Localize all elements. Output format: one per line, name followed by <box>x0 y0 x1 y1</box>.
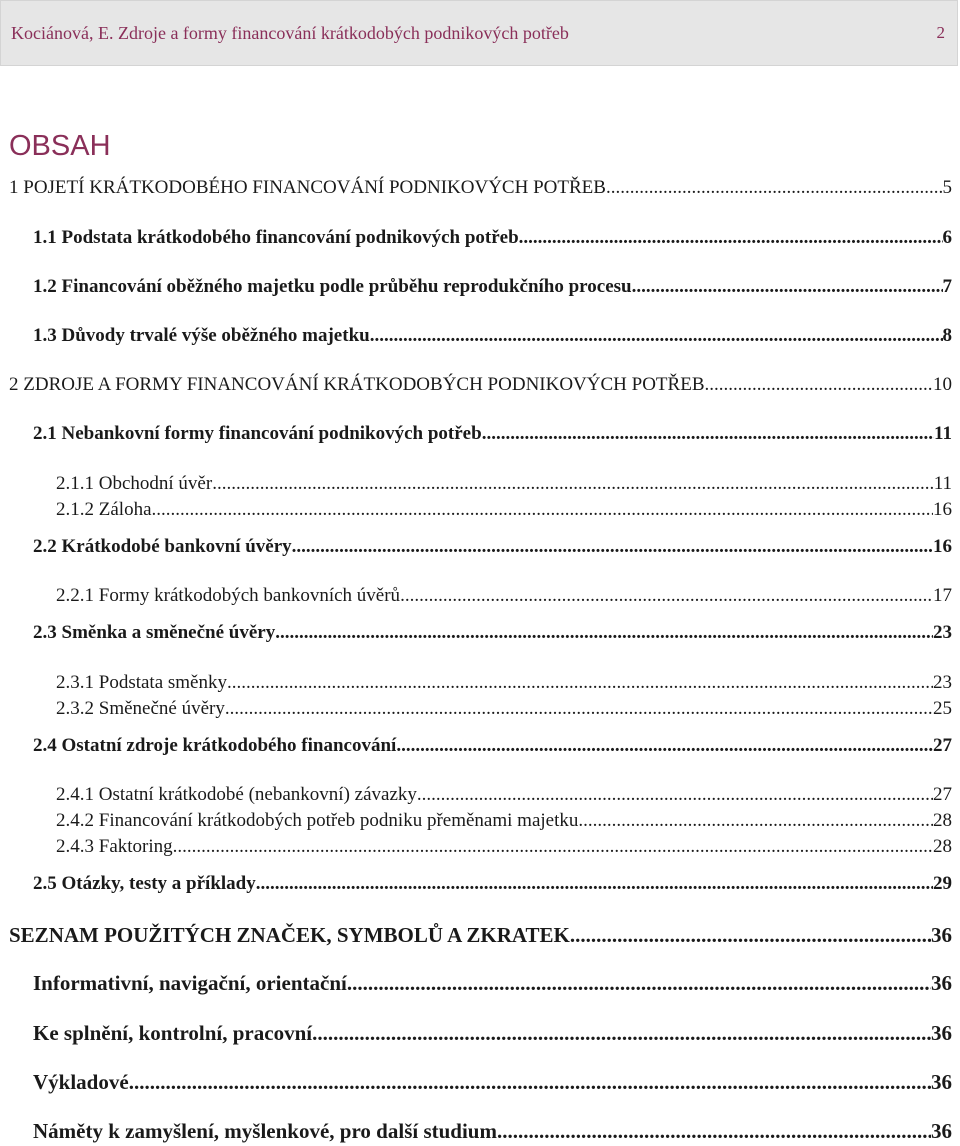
toc-entry-page: 11 <box>933 473 952 494</box>
toc-entry-label: 2.4.2 Financování krátkodobých potřeb podniku přeměnami majetku <box>56 810 579 831</box>
header-page-number: 2 <box>936 23 945 42</box>
toc-entry-label: 1 POJETÍ KRÁTKODOBÉHO FINANCOVÁNÍ PODNIKOVÝCH POTŘEB <box>9 177 606 198</box>
toc-entry-page: 23 <box>933 672 952 693</box>
toc-leader-dots <box>173 837 933 858</box>
toc-entry-2-1-2[interactable] <box>56 500 952 521</box>
toc-entry-2-5[interactable] <box>33 874 952 895</box>
toc-entry-page: 5 <box>942 177 952 198</box>
toc-entry-label: 2.3.2 Směnečné úvěry <box>56 698 225 719</box>
toc-entry-2-2[interactable] <box>33 537 952 558</box>
toc-leader-dots <box>275 623 933 644</box>
toc-entry-page: 25 <box>933 698 952 719</box>
toc-leader-dots <box>497 1120 931 1143</box>
toc-entry-ke-splneni[interactable] <box>33 1022 952 1045</box>
toc-leader-dots <box>129 1071 931 1094</box>
toc-entry-label: Ke splnění, kontrolní, pracovní <box>33 1021 313 1045</box>
toc-leader-dots <box>312 1022 931 1045</box>
toc-entry-2-4-3[interactable] <box>56 837 952 858</box>
toc-entry-vykladove[interactable] <box>33 1071 952 1094</box>
toc-entry-page: 36 <box>931 1070 952 1094</box>
toc-entry-page: 36 <box>931 1021 952 1045</box>
toc-leader-dots <box>227 673 933 694</box>
toc-entry-2-4-1[interactable] <box>56 785 952 806</box>
toc-entry-page: 8 <box>942 325 952 346</box>
toc-entry-2-4[interactable] <box>33 736 952 757</box>
toc-entry-label: 2.1.2 Záloha <box>56 499 152 520</box>
toc-entry-label: 2.3 Směnka a směnečné úvěry <box>33 622 276 643</box>
toc-entry-2-3[interactable] <box>33 623 952 644</box>
toc-entry-label: 2.1 Nebankovní formy financování podnikových potřeb <box>33 423 482 444</box>
toc-entry-2-3-2[interactable] <box>56 699 952 720</box>
toc-entry-label: 2.1.1 Obchodní úvěr <box>56 473 213 494</box>
toc-entry-chapter-1[interactable] <box>9 178 952 199</box>
toc-leader-dots <box>632 277 943 298</box>
toc-leader-dots <box>347 972 931 995</box>
page-header <box>0 0 958 66</box>
toc-entry-label: 1.1 Podstata krátkodobého financování podnikových potřeb <box>33 227 519 248</box>
toc-entry-label: 2.4.1 Ostatní krátkodobé (nebankovní) závazky <box>56 784 417 805</box>
toc-entry-chapter-2[interactable] <box>9 375 952 396</box>
header-title: Kociánová, E. Zdroje a formy financování krátkodobých podnikových potřeb <box>11 23 569 43</box>
toc-leader-dots <box>396 736 933 757</box>
toc-entry-label: SEZNAM POUŽITÝCH ZNAČEK, SYMBOLŮ A ZKRATEK <box>9 923 570 947</box>
toc-entry-1-3[interactable] <box>33 326 952 347</box>
toc-entry-label: 2.4 Ostatní zdroje krátkodobého financování <box>33 735 397 756</box>
toc-entry-label: 2.2 Krátkodobé bankovní úvěry <box>33 536 292 557</box>
toc-entry-label: 2.2.1 Formy krátkodobých bankovních úvěrů <box>56 585 401 606</box>
toc-leader-dots <box>370 326 943 347</box>
toc-entry-2-2-1[interactable] <box>56 586 952 607</box>
toc-entry-page: 6 <box>942 227 952 248</box>
toc-leader-dots <box>256 874 933 895</box>
toc-entry-2-3-1[interactable] <box>56 673 952 694</box>
toc-entry-label: 2.5 Otázky, testy a příklady <box>33 873 256 894</box>
toc-entry-page: 16 <box>933 499 952 520</box>
toc-entry-namety[interactable] <box>33 1120 952 1143</box>
toc-heading: OBSAH <box>9 130 111 162</box>
toc-leader-dots <box>417 785 933 806</box>
toc-entry-page: 23 <box>933 622 952 643</box>
toc-entry-2-4-2[interactable] <box>56 811 952 832</box>
toc-entry-page: 17 <box>933 585 952 606</box>
toc-entry-label: Výkladové <box>33 1070 129 1094</box>
toc-entry-2-1[interactable] <box>33 424 952 445</box>
toc-leader-dots <box>152 500 933 521</box>
toc-entry-page: 11 <box>934 423 952 444</box>
toc-entry-page: 36 <box>931 923 952 947</box>
toc-entry-informativni[interactable] <box>33 972 952 995</box>
toc-leader-dots <box>570 924 931 947</box>
toc-leader-dots <box>705 375 934 396</box>
toc-leader-dots <box>578 811 933 832</box>
toc-leader-dots <box>292 537 933 558</box>
toc-entry-page: 16 <box>933 536 952 557</box>
toc-entry-2-1-1[interactable] <box>56 474 952 495</box>
toc-entry-label: Informativní, navigační, orientační <box>33 971 347 995</box>
toc-leader-dots <box>400 586 933 607</box>
toc-entry-page: 27 <box>933 735 952 756</box>
toc-entry-page: 28 <box>933 810 952 831</box>
toc-entry-1-1[interactable] <box>33 228 952 249</box>
toc-entry-page: 7 <box>942 276 952 297</box>
toc-entry-label: 2 ZDROJE A FORMY FINANCOVÁNÍ KRÁTKODOBÝCH PODNIKOVÝCH POTŘEB <box>9 374 705 395</box>
toc-entry-page: 27 <box>933 784 952 805</box>
toc-leader-dots <box>212 474 934 495</box>
toc-leader-dots <box>519 228 943 249</box>
toc-leader-dots <box>225 699 933 720</box>
toc-entry-page: 36 <box>931 971 952 995</box>
toc-leader-dots <box>482 424 934 445</box>
toc-entry-page: 29 <box>933 873 952 894</box>
toc-entry-1-2[interactable] <box>33 277 952 298</box>
toc-entry-label: 1.2 Financování oběžného majetku podle průběhu reprodukčního procesu <box>33 276 632 297</box>
toc-entry-label: Náměty k zamyšlení, myšlenkové, pro další studium <box>33 1119 497 1143</box>
toc-leader-dots <box>606 178 943 199</box>
toc-entry-page: 36 <box>931 1119 952 1143</box>
toc-entry-label: 2.4.3 Faktoring <box>56 836 173 857</box>
toc-entry-label: 1.3 Důvody trvalé výše oběžného majetku <box>33 325 370 346</box>
toc-entry-page: 28 <box>933 836 952 857</box>
toc-entry-page: 10 <box>933 374 952 395</box>
toc-entry-symbols-list[interactable] <box>9 924 952 947</box>
toc-entry-label: 2.3.1 Podstata směnky <box>56 672 227 693</box>
